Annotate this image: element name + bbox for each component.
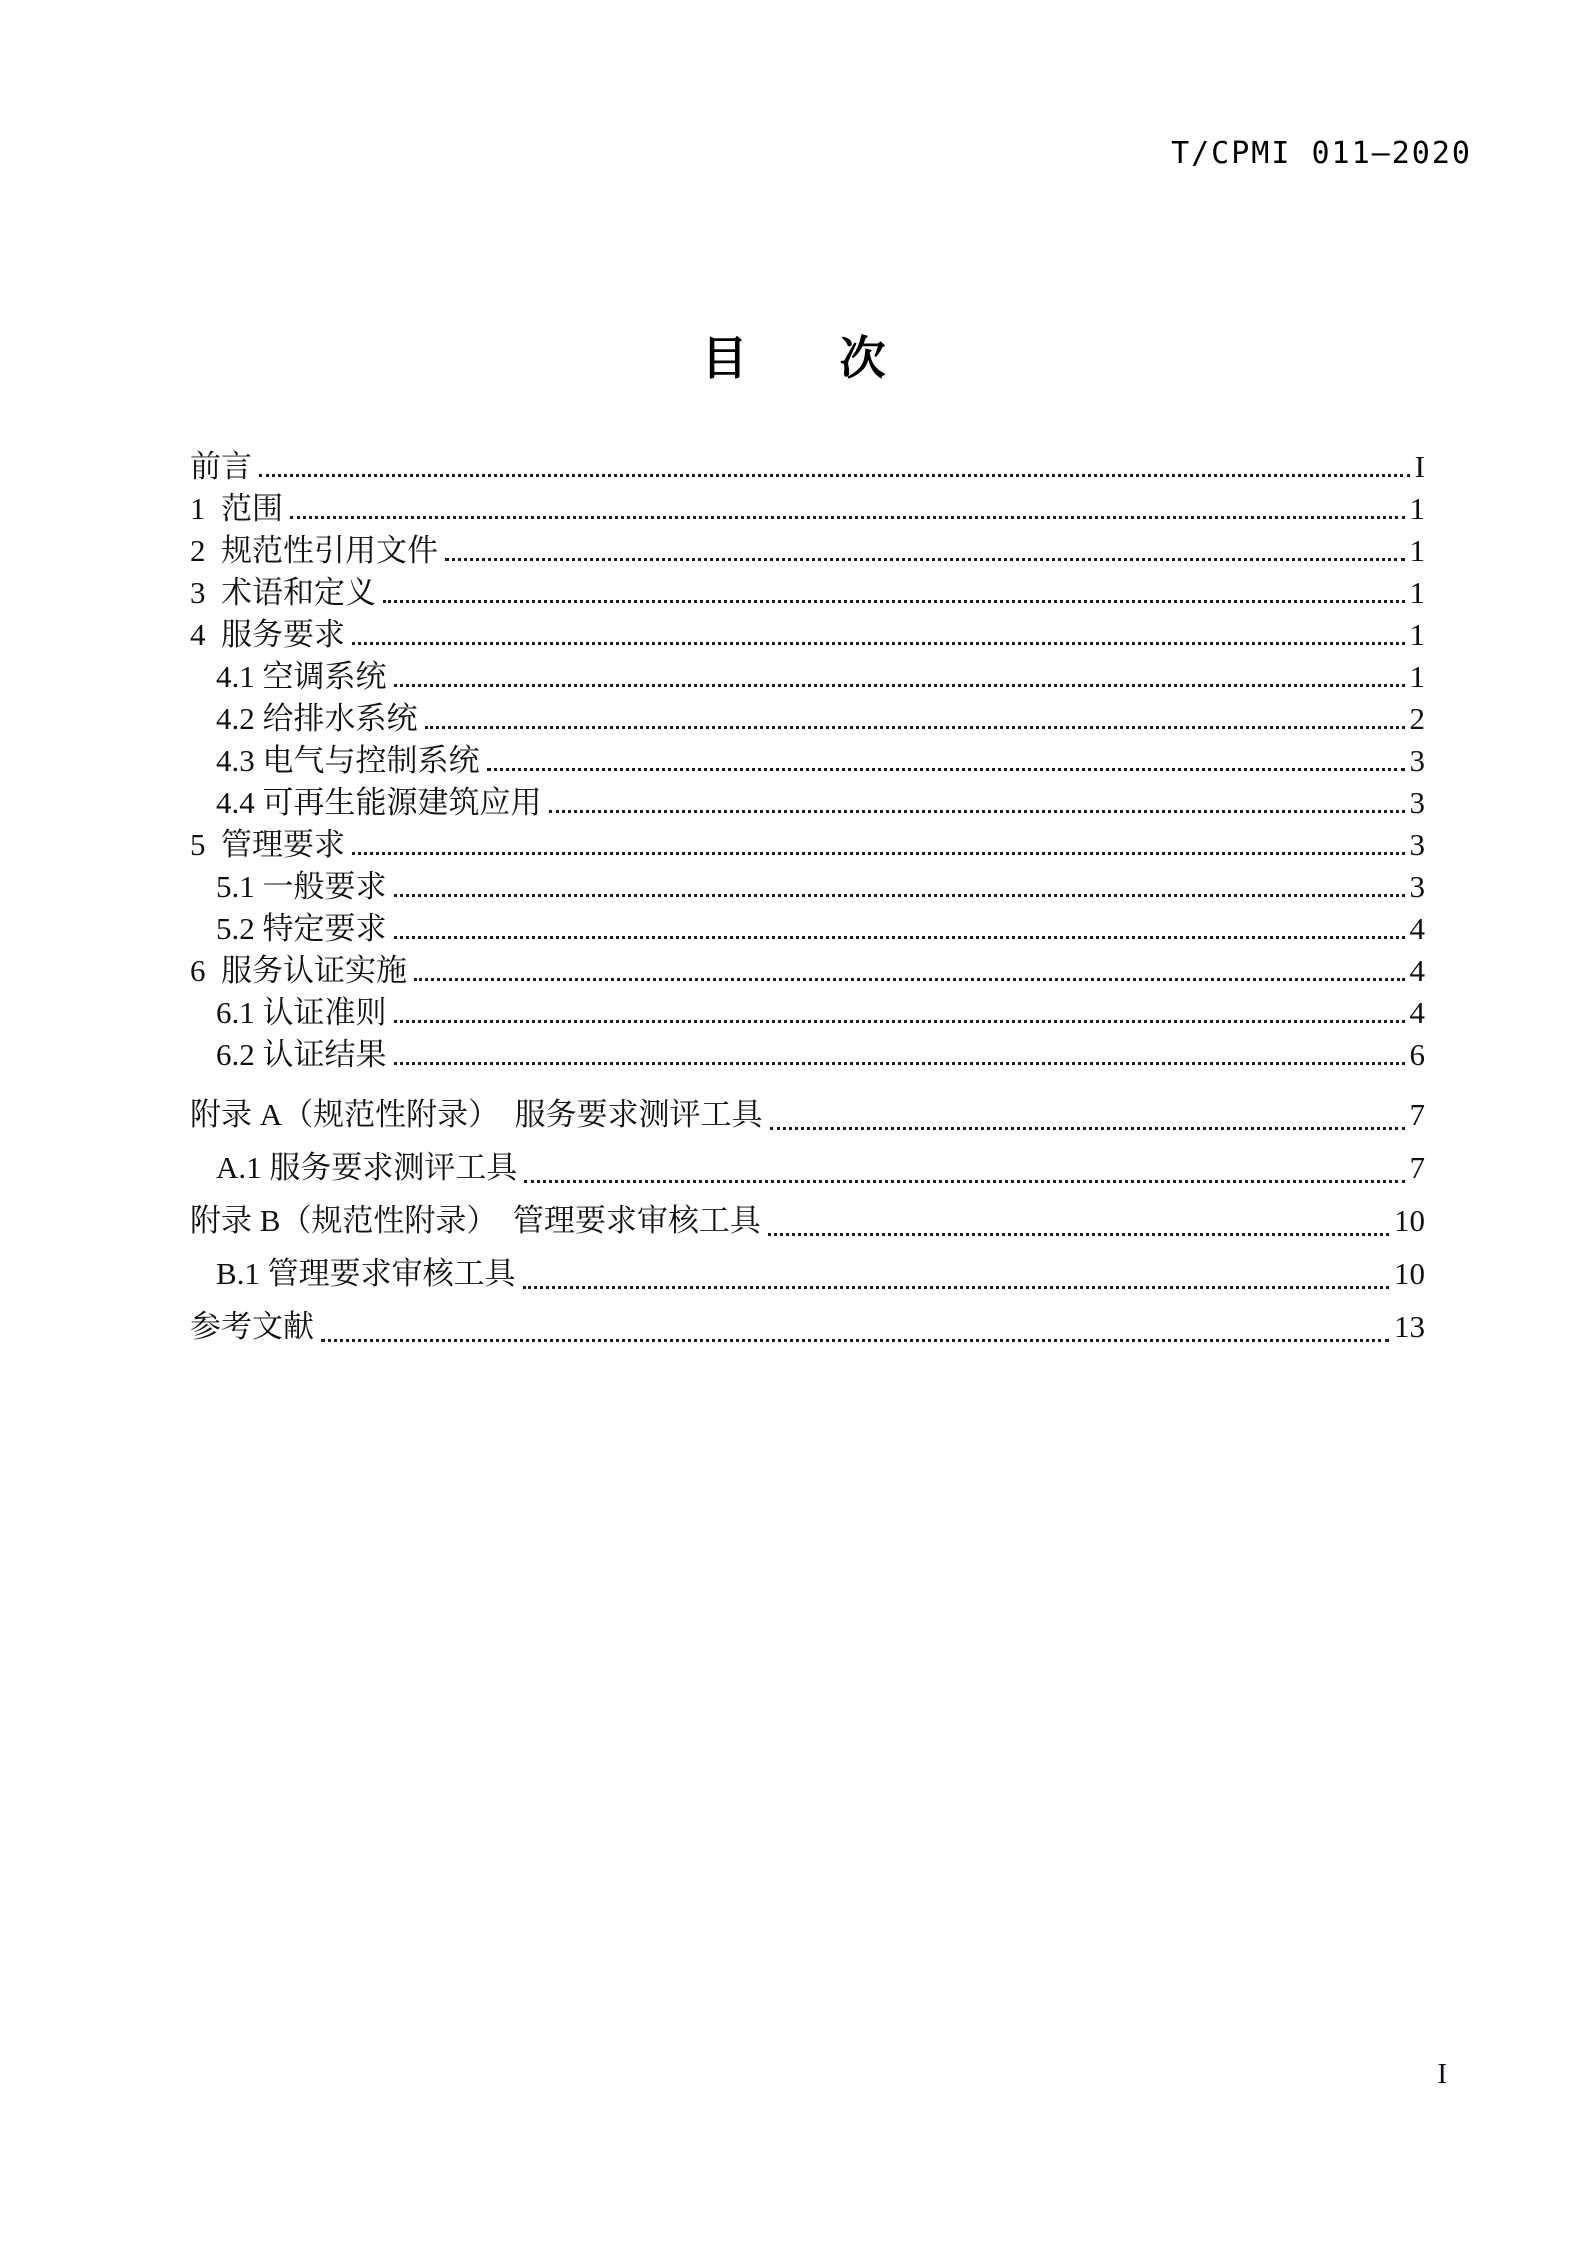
toc-entry-label: 5.1 一般要求 (216, 869, 387, 904)
toc-entry-page: 3 (1409, 827, 1425, 862)
toc-entry-label: 前言 (190, 449, 252, 484)
toc-entry-page: 4 (1409, 911, 1425, 946)
toc-entry (190, 530, 1425, 572)
toc-dot-leader (438, 530, 1410, 572)
toc-dot-leader (480, 740, 1410, 782)
toc-entry-label: 4.2 给排水系统 (216, 701, 418, 736)
toc-entry-label: 4.3 电气与控制系统 (216, 743, 480, 778)
toc-entry-page: 7 (1409, 1150, 1425, 1185)
toc-entry-label: 6.1 认证准则 (216, 995, 387, 1030)
toc-entry-label: B.1 管理要求审核工具 (216, 1256, 516, 1291)
toc-entry (190, 1141, 1425, 1194)
toc-entry-page: 10 (1394, 1203, 1425, 1238)
toc-entry (190, 572, 1425, 614)
toc-entry-page: 3 (1409, 869, 1425, 904)
toc-entry (190, 1034, 1425, 1076)
toc-entry-label: 4 服务要求 (190, 617, 345, 652)
toc-entry (190, 1088, 1425, 1141)
toc-entry-label: 3 术语和定义 (190, 575, 376, 610)
toc-entry-page: 13 (1394, 1309, 1425, 1344)
document-code-header: T/CPMI 011—2020 (1171, 136, 1472, 171)
toc-entry-page: 6 (1409, 1037, 1425, 1072)
toc-entry (190, 446, 1425, 488)
toc-entry (190, 950, 1425, 992)
toc-entry-page: 1 (1409, 617, 1425, 652)
toc-entry-page: 7 (1409, 1097, 1425, 1132)
toc-entry-label: 1 范围 (190, 491, 283, 526)
toc-dot-leader (407, 950, 1410, 992)
toc-dot-leader (387, 656, 1410, 698)
toc-entry-page: 1 (1409, 491, 1425, 526)
toc-entry (190, 992, 1425, 1034)
toc-dot-leader (542, 782, 1410, 824)
toc-entry-page: 2 (1409, 701, 1425, 736)
toc-dot-leader (283, 488, 1410, 530)
toc-entry-label: 附录 A（规范性附录） 服务要求测评工具 (190, 1097, 763, 1132)
toc-entry (190, 614, 1425, 656)
toc-entry (190, 488, 1425, 530)
toc-entry-label: 4.4 可再生能源建筑应用 (216, 785, 542, 820)
toc-entry-page: 4 (1409, 995, 1425, 1030)
toc-dot-leader (517, 1141, 1409, 1194)
toc-dot-leader (345, 614, 1410, 656)
toc-dot-leader (516, 1247, 1394, 1300)
toc-entry-page: 1 (1409, 533, 1425, 568)
toc-entry (190, 656, 1425, 698)
toc-entry (190, 866, 1425, 908)
toc-entry (190, 782, 1425, 824)
page-number-footer: I (1437, 2058, 1447, 2090)
toc-dot-leader (763, 1088, 1410, 1141)
toc-dot-leader (387, 866, 1410, 908)
toc-entry-label: 5.2 特定要求 (216, 911, 387, 946)
toc-list (190, 446, 1425, 1353)
toc-entry (190, 1247, 1425, 1300)
toc-dot-leader (387, 908, 1410, 950)
toc-dot-leader (418, 698, 1410, 740)
toc-dot-leader (345, 824, 1410, 866)
toc-dot-leader (314, 1300, 1394, 1353)
toc-entry-page: 4 (1409, 953, 1425, 988)
toc-entry-label: 附录 B（规范性附录） 管理要求审核工具 (190, 1203, 761, 1238)
toc-dot-leader (761, 1194, 1394, 1247)
toc-entry-label: 6 服务认证实施 (190, 953, 407, 988)
toc-entry (190, 698, 1425, 740)
toc-entry-page: 10 (1394, 1256, 1425, 1291)
toc-entry (190, 1194, 1425, 1247)
toc-entry-page: 3 (1409, 743, 1425, 778)
toc-entry (190, 824, 1425, 866)
toc-entry-label: 6.2 认证结果 (216, 1037, 387, 1072)
toc-entry-page: 1 (1409, 659, 1425, 694)
toc-entry-page: I (1414, 449, 1425, 484)
toc-entry (190, 740, 1425, 782)
toc-entry (190, 908, 1425, 950)
toc-dot-leader (376, 572, 1410, 614)
toc-entry-label: 参考文献 (190, 1309, 314, 1344)
toc-entry-label: 2 规范性引用文件 (190, 533, 438, 568)
toc-dot-leader (387, 1034, 1410, 1076)
toc-entry-page: 3 (1409, 785, 1425, 820)
toc-title: 目 次 (701, 332, 886, 384)
toc-dot-leader (252, 446, 1415, 488)
toc-entry (190, 1300, 1425, 1353)
toc-entry-label: 5 管理要求 (190, 827, 345, 862)
toc-entry-label: A.1 服务要求测评工具 (216, 1150, 518, 1185)
toc-dot-leader (387, 992, 1410, 1034)
toc-entry-label: 4.1 空调系统 (216, 659, 387, 694)
toc-entry-page: 1 (1409, 575, 1425, 610)
